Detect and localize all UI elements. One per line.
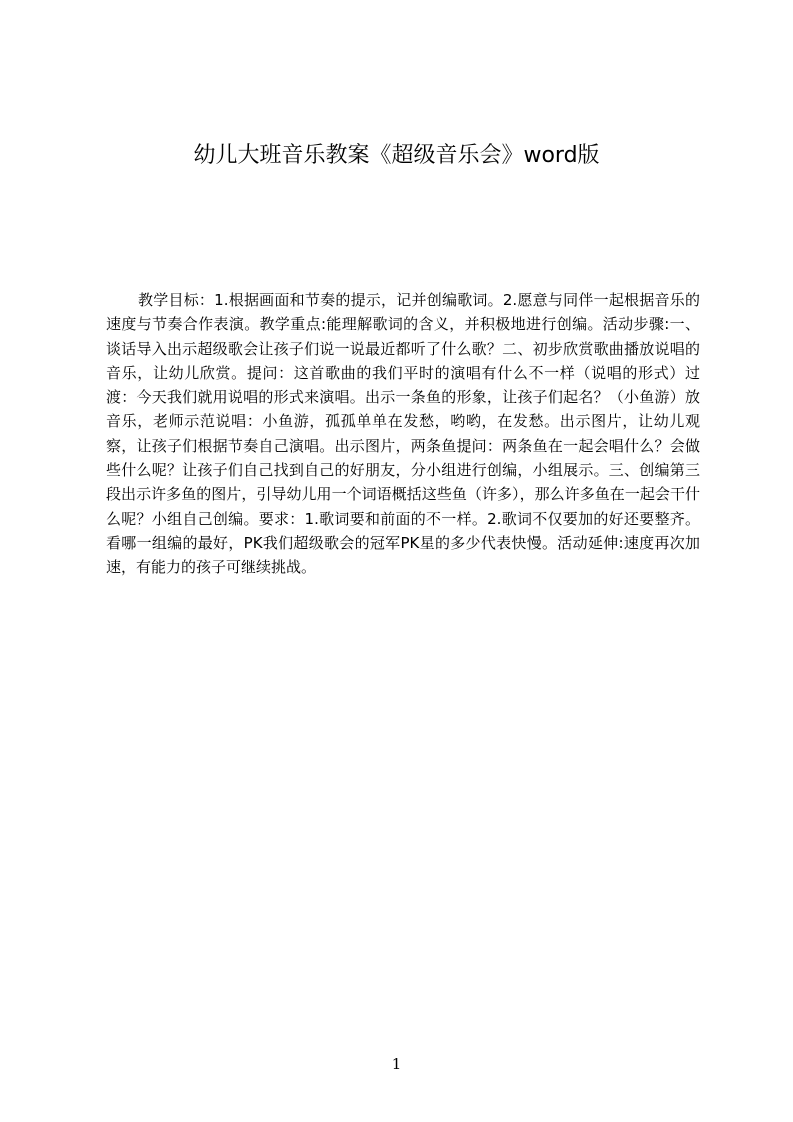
document-title: 幼儿大班音乐教案《超级音乐会》word版 xyxy=(193,143,600,168)
document-body-paragraph: 教学目标：1.根据画面和节奏的提示，记并创编歌词。2.愿意与同伴一起根据音乐的速度与节奏合作表演。教学重点:能理解歌词的含义，并积极地进行创编。活动步骤:一、谈话导入出示超级歌会让孩子们说一说最近都听了什么歌？二、初步欣赏歌曲播放说唱的音乐，让幼儿欣赏。提问：这首歌曲的我们平时的演唱有什么不一样（说唱的形式）过渡：今天我们就用说唱的形式来演唱。出示一条鱼的形象，让孩子们起名？（小鱼游）放音乐，老师示范说唱：小鱼游，孤孤单单在发愁，哟哟，在发愁。出示图片，让幼儿观察，让孩子们根据节奏自己演唱。出示图片，两条鱼提问：两条鱼在一起会唱什么？会做些什么呢？让孩子们自己找到自己的好朋友，分小组进行创编，小组展示。三、创编第三段出示许多鱼的图片，引导幼儿用一个词语概括这些鱼（许多），那么许多鱼在一起会干什么呢？小组自己创编。要求：1.歌词要和前面的不一样。2.歌词不仅要加的好还要整齐。看哪一组编的最好，PK我们超级歌会的冠军PK星的多少代表快慢。活动延伸:速度再次加速，有能力的孩子可继续挑战。 xyxy=(106,291,700,577)
page-number: 1 xyxy=(391,1055,402,1073)
